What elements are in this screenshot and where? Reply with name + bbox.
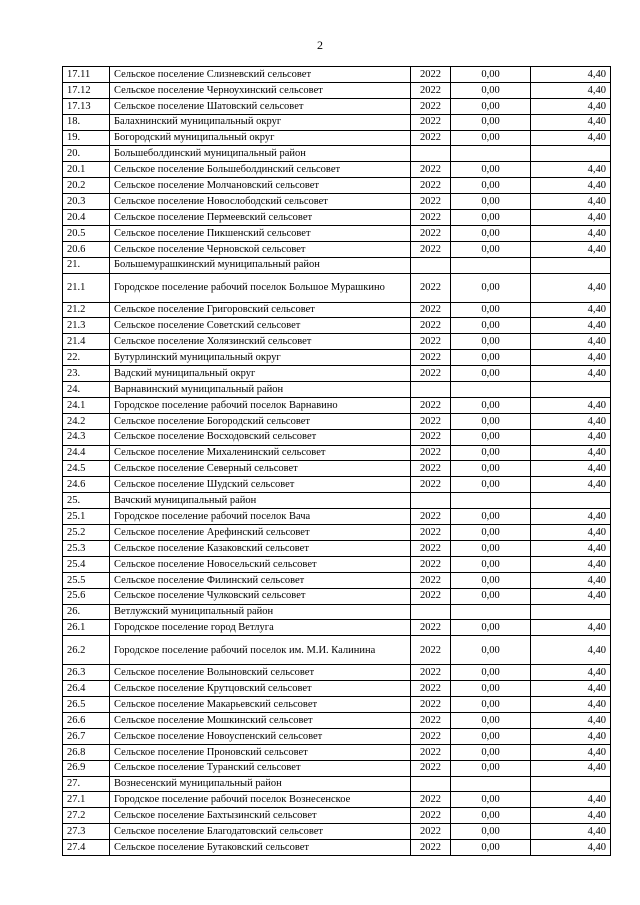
row-number-cell: 24.6 <box>63 477 110 493</box>
year-cell: 2022 <box>411 350 451 366</box>
value-2-cell: 4,40 <box>531 824 611 840</box>
table-row <box>63 665 611 681</box>
value-1-cell: 0,00 <box>451 681 531 697</box>
year-cell: 2022 <box>411 178 451 194</box>
page-number: 2 <box>317 38 323 52</box>
value-1-cell <box>451 146 531 162</box>
row-number-cell: 27.2 <box>63 808 110 824</box>
value-1-cell <box>451 382 531 398</box>
value-2-cell: 4,40 <box>531 114 611 130</box>
table-row <box>63 760 611 776</box>
year-cell: 2022 <box>411 225 451 241</box>
municipality-name-cell: Сельское поселение Новоуспенский сельсовет <box>110 728 411 744</box>
municipality-name-cell: Сельское поселение Шудский сельсовет <box>110 477 411 493</box>
table-row <box>63 162 611 178</box>
municipality-name-cell: Сельское поселение Шатовский сельсовет <box>110 98 411 114</box>
value-1-cell: 0,00 <box>451 225 531 241</box>
municipality-name-cell: Сельское поселение Макарьевский сельсовет <box>110 697 411 713</box>
row-number-cell: 25.2 <box>63 525 110 541</box>
year-cell: 2022 <box>411 461 451 477</box>
value-2-cell <box>531 382 611 398</box>
municipality-name-cell: Вознесенский муниципальный район <box>110 776 411 792</box>
value-2-cell: 4,40 <box>531 194 611 210</box>
value-2-cell: 4,40 <box>531 350 611 366</box>
table-row <box>63 572 611 588</box>
year-cell: 2022 <box>411 792 451 808</box>
value-1-cell: 0,00 <box>451 728 531 744</box>
value-1-cell: 0,00 <box>451 318 531 334</box>
year-cell: 2022 <box>411 636 451 665</box>
value-2-cell: 4,40 <box>531 636 611 665</box>
value-2-cell: 4,40 <box>531 744 611 760</box>
row-number-cell: 21.3 <box>63 318 110 334</box>
value-2-cell: 4,40 <box>531 760 611 776</box>
row-number-cell: 26.7 <box>63 728 110 744</box>
value-1-cell <box>451 776 531 792</box>
municipality-name-cell: Ветлужский муниципальный район <box>110 604 411 620</box>
value-2-cell: 4,40 <box>531 728 611 744</box>
year-cell: 2022 <box>411 588 451 604</box>
table-row <box>63 397 611 413</box>
row-number-cell: 20.4 <box>63 210 110 226</box>
row-number-cell: 20.5 <box>63 225 110 241</box>
row-number-cell: 17.13 <box>63 98 110 114</box>
year-cell: 2022 <box>411 67 451 83</box>
table-row <box>63 636 611 665</box>
year-cell: 2022 <box>411 114 451 130</box>
value-1-cell: 0,00 <box>451 162 531 178</box>
municipality-name-cell: Городское поселение рабочий поселок Варнавино <box>110 397 411 413</box>
value-1-cell: 0,00 <box>451 273 531 302</box>
municipality-name-cell: Сельское поселение Новосельский сельсовет <box>110 556 411 572</box>
municipality-name-cell: Сельское поселение Бутаковский сельсовет <box>110 840 411 856</box>
value-1-cell: 0,00 <box>451 525 531 541</box>
value-2-cell: 4,40 <box>531 525 611 541</box>
value-2-cell: 4,40 <box>531 98 611 114</box>
municipality-name-cell: Городское поселение рабочий поселок им. М.И. Калинина <box>110 636 411 665</box>
row-number-cell: 21.2 <box>63 302 110 318</box>
row-number-cell: 19. <box>63 130 110 146</box>
row-number-cell: 26.2 <box>63 636 110 665</box>
year-cell: 2022 <box>411 130 451 146</box>
municipality-name-cell: Сельское поселение Черновской сельсовет <box>110 241 411 257</box>
table-row <box>63 130 611 146</box>
municipality-name-cell: Балахнинский муниципальный округ <box>110 114 411 130</box>
year-cell: 2022 <box>411 302 451 318</box>
municipality-name-cell: Богородский муниципальный округ <box>110 130 411 146</box>
table-row <box>63 273 611 302</box>
row-number-cell: 21. <box>63 257 110 273</box>
row-number-cell: 27.3 <box>63 824 110 840</box>
row-number-cell: 27.4 <box>63 840 110 856</box>
table-row <box>63 697 611 713</box>
table-row <box>63 257 611 273</box>
value-1-cell <box>451 604 531 620</box>
table-row <box>63 382 611 398</box>
value-1-cell: 0,00 <box>451 540 531 556</box>
year-cell: 2022 <box>411 162 451 178</box>
value-2-cell: 4,40 <box>531 366 611 382</box>
year-cell: 2022 <box>411 429 451 445</box>
row-number-cell: 25.4 <box>63 556 110 572</box>
value-1-cell <box>451 493 531 509</box>
year-cell <box>411 257 451 273</box>
year-cell <box>411 604 451 620</box>
year-cell: 2022 <box>411 697 451 713</box>
year-cell: 2022 <box>411 728 451 744</box>
value-2-cell: 4,40 <box>531 445 611 461</box>
year-cell: 2022 <box>411 397 451 413</box>
value-2-cell <box>531 776 611 792</box>
row-number-cell: 21.4 <box>63 334 110 350</box>
value-2-cell: 4,40 <box>531 413 611 429</box>
table-body <box>63 67 611 856</box>
table-row <box>63 334 611 350</box>
value-2-cell: 4,40 <box>531 67 611 83</box>
year-cell: 2022 <box>411 477 451 493</box>
value-1-cell: 0,00 <box>451 429 531 445</box>
table-row <box>63 556 611 572</box>
row-number-cell: 25.5 <box>63 572 110 588</box>
municipality-name-cell: Городское поселение рабочий поселок Вознесенское <box>110 792 411 808</box>
value-2-cell: 4,40 <box>531 397 611 413</box>
table-row <box>63 461 611 477</box>
row-number-cell: 26. <box>63 604 110 620</box>
municipality-name-cell: Сельское поселение Пикшенский сельсовет <box>110 225 411 241</box>
table-row <box>63 146 611 162</box>
value-1-cell: 0,00 <box>451 665 531 681</box>
row-number-cell: 27. <box>63 776 110 792</box>
value-1-cell: 0,00 <box>451 572 531 588</box>
municipality-name-cell: Городское поселение рабочий поселок Большое Мурашкино <box>110 273 411 302</box>
value-1-cell: 0,00 <box>451 824 531 840</box>
table-row <box>63 318 611 334</box>
row-number-cell: 26.1 <box>63 620 110 636</box>
value-2-cell: 4,40 <box>531 429 611 445</box>
table-row <box>63 808 611 824</box>
row-number-cell: 20. <box>63 146 110 162</box>
value-2-cell: 4,40 <box>531 792 611 808</box>
year-cell <box>411 382 451 398</box>
value-2-cell: 4,40 <box>531 334 611 350</box>
value-2-cell: 4,40 <box>531 318 611 334</box>
year-cell: 2022 <box>411 540 451 556</box>
value-1-cell: 0,00 <box>451 130 531 146</box>
row-number-cell: 26.8 <box>63 744 110 760</box>
value-1-cell: 0,00 <box>451 697 531 713</box>
row-number-cell: 18. <box>63 114 110 130</box>
row-number-cell: 20.2 <box>63 178 110 194</box>
row-number-cell: 24. <box>63 382 110 398</box>
value-2-cell: 4,40 <box>531 130 611 146</box>
value-1-cell: 0,00 <box>451 509 531 525</box>
value-1-cell: 0,00 <box>451 210 531 226</box>
municipality-name-cell: Сельское поселение Проновский сельсовет <box>110 744 411 760</box>
table-row <box>63 525 611 541</box>
value-2-cell: 4,40 <box>531 461 611 477</box>
value-2-cell: 4,40 <box>531 162 611 178</box>
year-cell: 2022 <box>411 445 451 461</box>
value-2-cell <box>531 146 611 162</box>
value-2-cell: 4,40 <box>531 540 611 556</box>
municipality-name-cell: Сельское поселение Григоровский сельсовет <box>110 302 411 318</box>
year-cell: 2022 <box>411 525 451 541</box>
year-cell: 2022 <box>411 413 451 429</box>
year-cell: 2022 <box>411 712 451 728</box>
table-row <box>63 302 611 318</box>
municipality-name-cell: Городское поселение рабочий поселок Вача <box>110 509 411 525</box>
municipality-name-cell: Сельское поселение Чулковский сельсовет <box>110 588 411 604</box>
value-1-cell: 0,00 <box>451 808 531 824</box>
table-row <box>63 445 611 461</box>
table-row <box>63 493 611 509</box>
year-cell <box>411 776 451 792</box>
municipality-name-cell: Большеболдинский муниципальный район <box>110 146 411 162</box>
table-row <box>63 241 611 257</box>
year-cell: 2022 <box>411 665 451 681</box>
row-number-cell: 25.6 <box>63 588 110 604</box>
value-1-cell: 0,00 <box>451 636 531 665</box>
value-1-cell: 0,00 <box>451 366 531 382</box>
row-number-cell: 22. <box>63 350 110 366</box>
table-row <box>63 681 611 697</box>
table-row <box>63 744 611 760</box>
year-cell <box>411 493 451 509</box>
table-row <box>63 413 611 429</box>
row-number-cell: 26.3 <box>63 665 110 681</box>
value-1-cell: 0,00 <box>451 477 531 493</box>
row-number-cell: 21.1 <box>63 273 110 302</box>
year-cell: 2022 <box>411 334 451 350</box>
municipality-name-cell: Сельское поселение Михаленинский сельсовет <box>110 445 411 461</box>
table-row <box>63 604 611 620</box>
municipality-name-cell: Сельское поселение Филинский сельсовет <box>110 572 411 588</box>
municipality-name-cell: Сельское поселение Благодатовский сельсовет <box>110 824 411 840</box>
value-2-cell: 4,40 <box>531 225 611 241</box>
row-number-cell: 26.4 <box>63 681 110 697</box>
row-number-cell: 25.1 <box>63 509 110 525</box>
value-2-cell <box>531 493 611 509</box>
row-number-cell: 26.5 <box>63 697 110 713</box>
row-number-cell: 24.2 <box>63 413 110 429</box>
value-1-cell: 0,00 <box>451 334 531 350</box>
value-2-cell: 4,40 <box>531 82 611 98</box>
value-2-cell: 4,40 <box>531 273 611 302</box>
value-2-cell: 4,40 <box>531 681 611 697</box>
value-1-cell: 0,00 <box>451 712 531 728</box>
value-1-cell: 0,00 <box>451 760 531 776</box>
year-cell <box>411 146 451 162</box>
municipality-name-cell: Большемурашкинский муниципальный район <box>110 257 411 273</box>
municipality-name-cell: Вачский муниципальный район <box>110 493 411 509</box>
table-row <box>63 477 611 493</box>
year-cell: 2022 <box>411 556 451 572</box>
row-number-cell: 25. <box>63 493 110 509</box>
table-row <box>63 620 611 636</box>
value-1-cell: 0,00 <box>451 98 531 114</box>
municipality-name-cell: Сельское поселение Северный сельсовет <box>110 461 411 477</box>
table-row <box>63 210 611 226</box>
year-cell: 2022 <box>411 681 451 697</box>
table-row <box>63 588 611 604</box>
value-2-cell: 4,40 <box>531 210 611 226</box>
row-number-cell: 27.1 <box>63 792 110 808</box>
municipality-name-cell: Сельское поселение Крутцовский сельсовет <box>110 681 411 697</box>
value-1-cell: 0,00 <box>451 792 531 808</box>
table-row <box>63 776 611 792</box>
value-1-cell: 0,00 <box>451 67 531 83</box>
municipality-name-cell: Сельское поселение Слизневский сельсовет <box>110 67 411 83</box>
row-number-cell: 20.3 <box>63 194 110 210</box>
year-cell: 2022 <box>411 273 451 302</box>
municipality-name-cell: Сельское поселение Бахтызинский сельсовет <box>110 808 411 824</box>
table-row <box>63 67 611 83</box>
value-1-cell: 0,00 <box>451 461 531 477</box>
value-2-cell: 4,40 <box>531 588 611 604</box>
municipality-name-cell: Сельское поселение Арефинский сельсовет <box>110 525 411 541</box>
year-cell: 2022 <box>411 366 451 382</box>
table-row <box>63 194 611 210</box>
value-1-cell: 0,00 <box>451 194 531 210</box>
value-2-cell: 4,40 <box>531 302 611 318</box>
municipality-name-cell: Варнавинский муниципальный район <box>110 382 411 398</box>
municipality-name-cell: Сельское поселение Волыновский сельсовет <box>110 665 411 681</box>
year-cell: 2022 <box>411 210 451 226</box>
row-number-cell: 23. <box>63 366 110 382</box>
value-1-cell: 0,00 <box>451 241 531 257</box>
value-1-cell: 0,00 <box>451 114 531 130</box>
value-2-cell: 4,40 <box>531 840 611 856</box>
value-2-cell: 4,40 <box>531 509 611 525</box>
year-cell: 2022 <box>411 98 451 114</box>
table-row <box>63 98 611 114</box>
table-row <box>63 225 611 241</box>
municipality-name-cell: Сельское поселение Восходовский сельсовет <box>110 429 411 445</box>
value-2-cell: 4,40 <box>531 241 611 257</box>
municipality-name-cell: Сельское поселение Казаковский сельсовет <box>110 540 411 556</box>
municipality-name-cell: Городское поселение город Ветлуга <box>110 620 411 636</box>
year-cell: 2022 <box>411 572 451 588</box>
year-cell: 2022 <box>411 760 451 776</box>
row-number-cell: 26.6 <box>63 712 110 728</box>
municipality-name-cell: Сельское поселение Пермеевский сельсовет <box>110 210 411 226</box>
year-cell: 2022 <box>411 840 451 856</box>
year-cell: 2022 <box>411 318 451 334</box>
table-row <box>63 840 611 856</box>
value-1-cell: 0,00 <box>451 350 531 366</box>
municipality-name-cell: Сельское поселение Большеболдинский сельсовет <box>110 162 411 178</box>
value-1-cell: 0,00 <box>451 82 531 98</box>
value-2-cell: 4,40 <box>531 178 611 194</box>
value-1-cell: 0,00 <box>451 397 531 413</box>
municipality-name-cell: Сельское поселение Мошкинский сельсовет <box>110 712 411 728</box>
value-2-cell: 4,40 <box>531 556 611 572</box>
municipality-name-cell: Сельское поселение Молчановский сельсовет <box>110 178 411 194</box>
year-cell: 2022 <box>411 808 451 824</box>
table-row <box>63 366 611 382</box>
value-2-cell: 4,40 <box>531 572 611 588</box>
value-1-cell: 0,00 <box>451 302 531 318</box>
value-1-cell: 0,00 <box>451 588 531 604</box>
value-2-cell: 4,40 <box>531 620 611 636</box>
value-1-cell: 0,00 <box>451 556 531 572</box>
municipality-name-cell: Сельское поселение Советский сельсовет <box>110 318 411 334</box>
row-number-cell: 24.5 <box>63 461 110 477</box>
row-number-cell: 24.1 <box>63 397 110 413</box>
year-cell: 2022 <box>411 194 451 210</box>
value-1-cell: 0,00 <box>451 744 531 760</box>
municipality-name-cell: Сельское поселение Новослободский сельсовет <box>110 194 411 210</box>
row-number-cell: 26.9 <box>63 760 110 776</box>
year-cell: 2022 <box>411 620 451 636</box>
municipality-name-cell: Сельское поселение Холязинский сельсовет <box>110 334 411 350</box>
value-1-cell <box>451 257 531 273</box>
municipality-name-cell: Сельское поселение Черноухинский сельсовет <box>110 82 411 98</box>
table-row <box>63 178 611 194</box>
row-number-cell: 20.6 <box>63 241 110 257</box>
year-cell: 2022 <box>411 824 451 840</box>
value-2-cell <box>531 257 611 273</box>
row-number-cell: 20.1 <box>63 162 110 178</box>
municipality-name-cell: Сельское поселение Богородский сельсовет <box>110 413 411 429</box>
table-row <box>63 350 611 366</box>
value-2-cell: 4,40 <box>531 808 611 824</box>
value-2-cell <box>531 604 611 620</box>
row-number-cell: 24.4 <box>63 445 110 461</box>
value-1-cell: 0,00 <box>451 413 531 429</box>
value-1-cell: 0,00 <box>451 620 531 636</box>
row-number-cell: 17.11 <box>63 67 110 83</box>
municipality-name-cell: Вадский муниципальный округ <box>110 366 411 382</box>
value-2-cell: 4,40 <box>531 665 611 681</box>
year-cell: 2022 <box>411 744 451 760</box>
row-number-cell: 25.3 <box>63 540 110 556</box>
year-cell: 2022 <box>411 241 451 257</box>
row-number-cell: 24.3 <box>63 429 110 445</box>
value-2-cell: 4,40 <box>531 712 611 728</box>
table-row <box>63 509 611 525</box>
table-row <box>63 712 611 728</box>
table-row <box>63 114 611 130</box>
municipality-name-cell: Сельское поселение Туранский сельсовет <box>110 760 411 776</box>
table-row <box>63 728 611 744</box>
table-row <box>63 540 611 556</box>
value-1-cell: 0,00 <box>451 178 531 194</box>
value-2-cell: 4,40 <box>531 697 611 713</box>
table-row <box>63 429 611 445</box>
table-row <box>63 82 611 98</box>
municipalities-table <box>62 66 611 856</box>
value-1-cell: 0,00 <box>451 445 531 461</box>
year-cell: 2022 <box>411 82 451 98</box>
table-row <box>63 792 611 808</box>
table-row <box>63 824 611 840</box>
value-1-cell: 0,00 <box>451 840 531 856</box>
row-number-cell: 17.12 <box>63 82 110 98</box>
year-cell: 2022 <box>411 509 451 525</box>
value-2-cell: 4,40 <box>531 477 611 493</box>
municipality-name-cell: Бутурлинский муниципальный округ <box>110 350 411 366</box>
